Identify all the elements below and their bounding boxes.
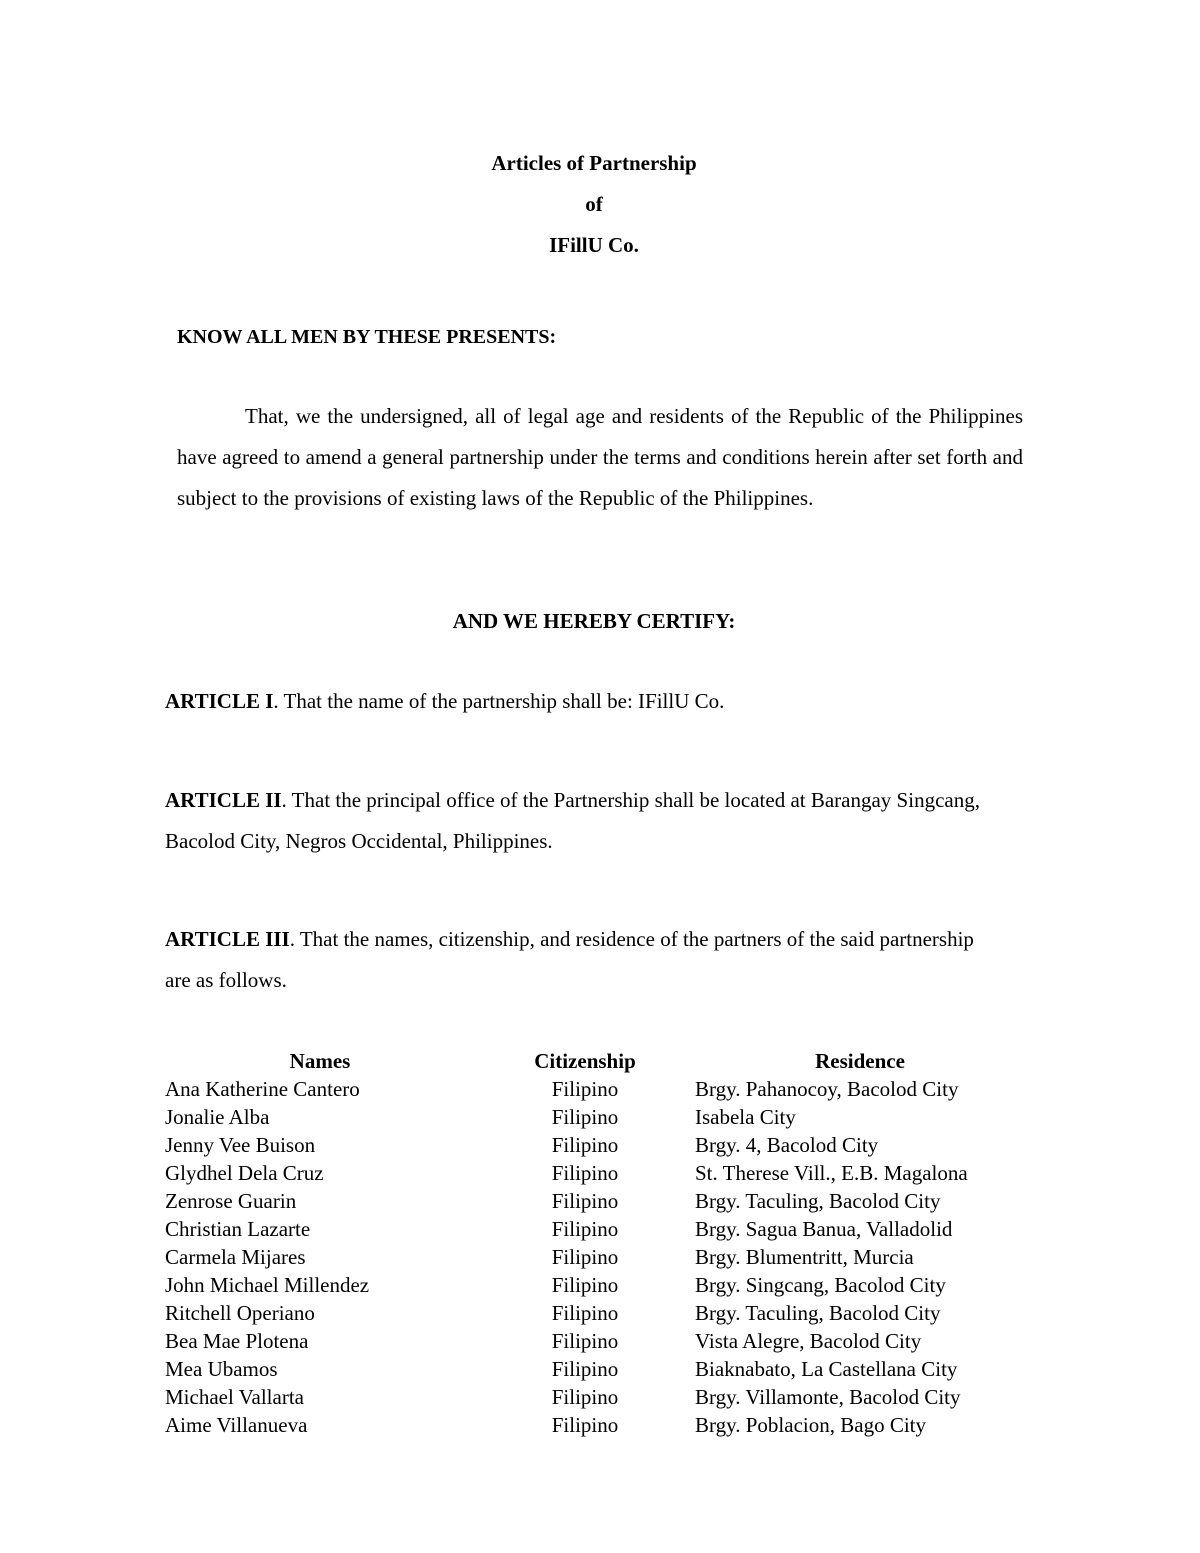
partner-citizenship: Filipino [551, 1077, 619, 1101]
partner-name: Ritchell Operiano [165, 1301, 315, 1325]
table-row [165, 1383, 1025, 1411]
header-residence: Residence [815, 1049, 905, 1073]
article-2-label: ARTICLE II [165, 788, 282, 812]
partner-residence: Brgy. Pahanocoy, Bacolod City [695, 1077, 959, 1101]
partner-residence: Brgy. Singcang, Bacolod City [695, 1273, 946, 1297]
certify-heading: AND WE HEREBY CERTIFY: [452, 609, 736, 633]
partner-name: Mea Ubamos [165, 1357, 278, 1381]
document-title-of: of [585, 192, 603, 216]
table-row [165, 1355, 1025, 1383]
table-row [165, 1299, 1025, 1327]
partner-name: Jenny Vee Buison [165, 1133, 316, 1157]
table-row [165, 1411, 1025, 1439]
table-row [165, 1187, 1025, 1215]
partner-citizenship: Filipino [551, 1105, 619, 1129]
partner-citizenship: Filipino [551, 1161, 619, 1185]
table-row [165, 1271, 1025, 1299]
partners-table [165, 1047, 1025, 1439]
partner-residence: Biaknabato, La Castellana City [695, 1357, 958, 1381]
partner-name: Michael Vallarta [165, 1385, 304, 1409]
table-row [165, 1075, 1025, 1103]
partner-residence: Brgy. Taculing, Bacolod City [695, 1189, 941, 1213]
table-row [165, 1131, 1025, 1159]
partner-name: Christian Lazarte [165, 1217, 311, 1241]
partner-citizenship: Filipino [551, 1217, 619, 1241]
partner-residence: Brgy. Poblacion, Bago City [695, 1413, 926, 1437]
table-row [165, 1327, 1025, 1355]
table-row [165, 1159, 1025, 1187]
partner-residence: St. Therese Vill., E.B. Magalona [695, 1161, 968, 1185]
table-header-row [165, 1047, 1025, 1075]
partner-name: Jonalie Alba [165, 1105, 270, 1129]
table-row [165, 1215, 1025, 1243]
article-3-text: . That the names, citizenship, and residence of the partners of the said partnership are as follows. [165, 927, 974, 992]
article-2 [165, 780, 995, 862]
partner-name: John Michael Millendez [165, 1273, 370, 1297]
partner-name: Ana Katherine Cantero [165, 1077, 360, 1101]
article-2-text: . That the principal office of the Partnership shall be located at Barangay Singcang, Bacolod City, Negros Occidental, Philippines. [165, 788, 980, 853]
partner-residence: Brgy. Blumentritt, Murcia [695, 1245, 914, 1269]
partner-residence: Brgy. 4, Bacolod City [695, 1133, 879, 1157]
partner-residence: Brgy. Villamonte, Bacolod City [695, 1385, 961, 1409]
partner-residence: Vista Alegre, Bacolod City [695, 1329, 922, 1353]
partner-residence: Isabela City [695, 1105, 796, 1129]
partner-name: Zenrose Guarin [165, 1189, 297, 1213]
partner-citizenship: Filipino [551, 1273, 619, 1297]
partner-citizenship: Filipino [551, 1413, 619, 1437]
partner-citizenship: Filipino [551, 1301, 619, 1325]
preamble-paragraph: That, we the undersigned, all of legal age and residents of the Republic of the Philippines have agreed to amend a general partnership under the terms and conditions herein after set forth and subject to the provisions of existing laws of the Republic of the Philippines. [177, 404, 1023, 510]
partner-residence: Brgy. Sagua Banua, Valladolid [695, 1217, 953, 1241]
article-3 [165, 919, 995, 1001]
article-1 [165, 681, 995, 722]
partner-citizenship: Filipino [551, 1189, 619, 1213]
partner-name: Bea Mae Plotena [165, 1329, 309, 1353]
partner-citizenship: Filipino [551, 1357, 619, 1381]
article-1-text: . That the name of the partnership shall be: IFillU Co. [273, 689, 725, 713]
partner-name: Glydhel Dela Cruz [165, 1161, 324, 1185]
header-citizenship: Citizenship [534, 1049, 636, 1073]
table-row [165, 1243, 1025, 1271]
table-row [165, 1103, 1025, 1131]
company-name-title: IFillU Co. [549, 233, 639, 257]
document-title: Articles of Partnership [491, 151, 697, 175]
article-3-label: ARTICLE III [165, 927, 290, 951]
partner-name: Carmela Mijares [165, 1245, 306, 1269]
partner-citizenship: Filipino [551, 1385, 619, 1409]
partner-citizenship: Filipino [551, 1133, 619, 1157]
partner-citizenship: Filipino [551, 1245, 619, 1269]
header-names: Names [289, 1049, 351, 1073]
partner-name: Aime Villanueva [165, 1413, 308, 1437]
partner-citizenship: Filipino [551, 1329, 619, 1353]
article-1-label: ARTICLE I [165, 689, 274, 713]
partner-residence: Brgy. Taculing, Bacolod City [695, 1301, 941, 1325]
preamble-heading: KNOW ALL MEN BY THESE PRESENTS: [177, 326, 557, 348]
